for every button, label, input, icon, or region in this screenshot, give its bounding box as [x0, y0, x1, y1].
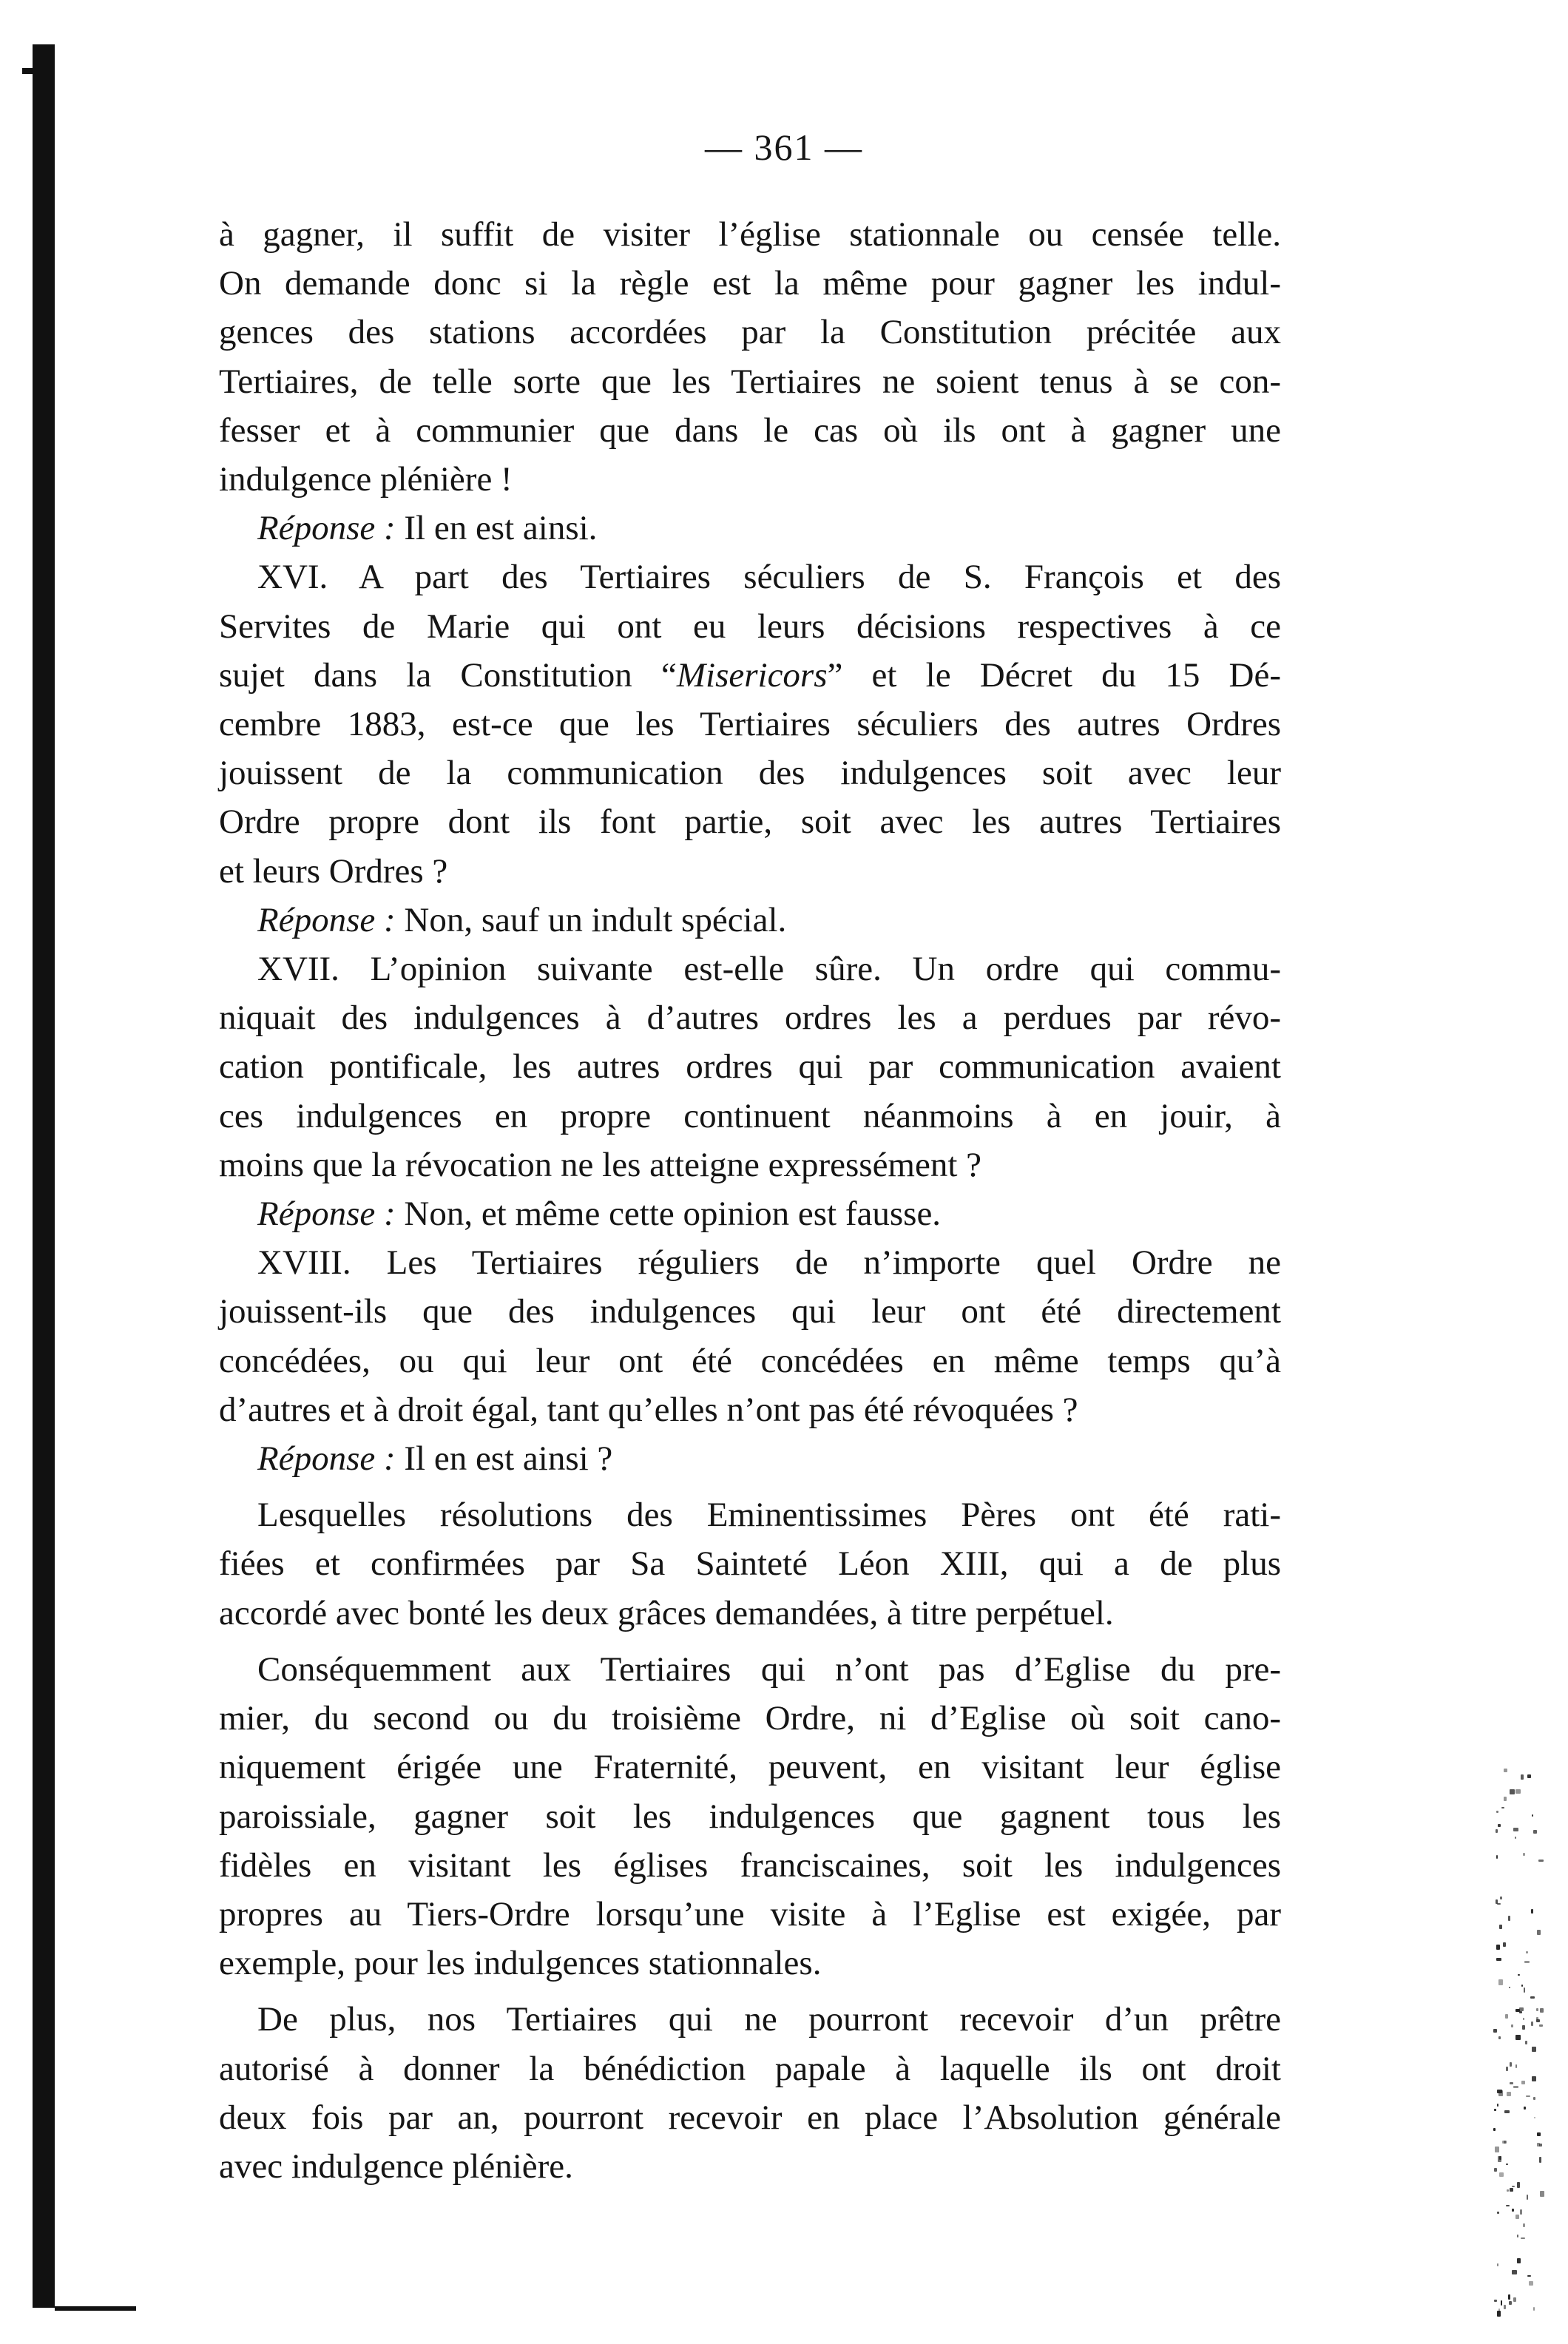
resolution-paragraph: [219, 1490, 1281, 1638]
scan-noise-dot: [1515, 2215, 1519, 2219]
scan-noise-dot: [1495, 2147, 1499, 2152]
scan-noise-dot: [1512, 2270, 1516, 2274]
text-line: XVIII. Les Tertiaires réguliers de n’importe quel Ordre ne: [257, 1243, 1281, 1283]
scan-noise-dot: [1504, 2141, 1506, 2144]
scan-noise-dot: [1531, 1909, 1533, 1914]
scan-noise-dot: [1531, 2022, 1533, 2026]
scan-noise-dot: [1522, 2025, 1525, 2030]
text-line: Servites de Marie qui ont eu leurs décisions respectives à ce: [219, 607, 1281, 646]
answer-text: Non, et même cette opinion est fausse.: [404, 1195, 942, 1234]
scan-noise-dot: [1515, 2035, 1521, 2039]
scan-noise-dot: [1510, 2062, 1512, 2067]
scan-noise-dot: [1533, 1830, 1538, 1834]
scan-noise-dot: [1530, 1996, 1534, 1999]
binding-edge: [33, 44, 55, 2308]
text-line: propres au Tiers-Ordre lorsqu’une visite à l’Eglise est exigée, par: [219, 1894, 1281, 1933]
text-fragment: ” et le Décret du 15 Dé-: [827, 655, 1281, 695]
answer: [219, 896, 1281, 945]
scan-noise-dot: [1505, 2014, 1507, 2019]
scan-noise-dot: [1498, 1824, 1501, 1827]
scan-noise-dot: [1497, 2104, 1499, 2107]
scan-noise-dot: [1527, 2195, 1529, 2200]
text-line: accordé avec bonté les deux grâces demandées, à titre perpétuel.: [219, 1593, 1114, 1632]
scan-noise-dot: [1496, 1855, 1498, 1859]
scan-noise-dot: [1513, 1828, 1518, 1831]
scan-noise-dot: [1532, 2047, 1536, 2052]
scan-noise-dot: [1512, 2209, 1514, 2212]
constitution-title: Misericors: [676, 655, 828, 695]
scan-noise-dot: [1526, 1951, 1528, 1953]
scan-noise-dot: [1515, 2009, 1520, 2012]
text-line: gences des stations accordées par la Constitution précitée aux: [219, 313, 1281, 352]
text-line: niquait des indulgences à d’autres ordres les a perdues par révo-: [219, 999, 1281, 1038]
scan-noise-dot: [1504, 2110, 1510, 2112]
text-line: moins que la révocation ne les atteigne expressément ?: [219, 1145, 982, 1184]
scan-noise-dot: [1507, 2092, 1511, 2096]
scan-noise-dot: [1521, 1985, 1523, 1987]
scan-noise-dot: [1526, 2095, 1530, 2097]
binding-edge-mark: [22, 68, 38, 74]
scan-noise-dot: [1520, 2209, 1522, 2215]
answer-label: Réponse :: [257, 900, 396, 939]
scan-noise-dot: [1498, 2036, 1501, 2040]
scan-noise-dot: [1499, 1925, 1501, 1929]
binding-edge-foot: [55, 2306, 136, 2311]
scan-noise-dot: [1540, 2191, 1544, 2197]
scan-noise-dot: [1529, 2281, 1532, 2285]
text-line: On demande donc si la règle est la même pour gagner les indul-: [219, 264, 1281, 303]
scan-noise-dot: [1540, 2008, 1544, 2013]
scan-noise-dot: [1524, 2107, 1527, 2110]
question-xvii: [219, 945, 1281, 1189]
scan-noise-dot: [1523, 1853, 1524, 1856]
scan-noise-dot: [1507, 2189, 1509, 2192]
scan-noise-dot: [1509, 2301, 1512, 2305]
scan-noise-dot: [1521, 2237, 1526, 2239]
text-line: concédées, ou qui leur ont été concédées en même temps qu’à: [219, 1341, 1281, 1380]
scan-noise: [1493, 1760, 1544, 2323]
scan-noise-dot: [1536, 2019, 1540, 2022]
scan-noise-dot: [1508, 1916, 1510, 1922]
scan-noise-dot: [1524, 1961, 1529, 1963]
scan-noise-dot: [1527, 2275, 1531, 2277]
scan-noise-dot: [1515, 1789, 1521, 1794]
question-xviii: [219, 1238, 1281, 1434]
scan-noise-dot: [1515, 1837, 1516, 1838]
scan-noise-dot: [1532, 2076, 1536, 2081]
text-line: De plus, nos Tertiaires qui ne pourront recevoir d’un prêtre: [257, 2000, 1281, 2039]
scan-noise-dot: [1513, 2297, 1517, 2302]
answer-label: Réponse :: [257, 1439, 396, 1479]
text-line: [219, 651, 1281, 700]
scan-noise-dot: [1509, 1987, 1510, 1988]
scan-noise-dot: [1511, 2024, 1513, 2027]
scan-noise-dot: [1537, 1930, 1541, 1935]
scan-noise-dot: [1523, 2223, 1525, 2227]
scan-noise-dot: [1500, 1897, 1502, 1899]
text-line: Conséquemment aux Tertiaires qui n’ont pas d’Eglise du pre-: [257, 1649, 1281, 1689]
scan-noise-dot: [1539, 2157, 1542, 2162]
scan-noise-dot: [1537, 2143, 1540, 2147]
text-line: deux fois par an, pourront recevoir en place l’Absolution générale: [219, 2098, 1281, 2137]
scan-noise-dot: [1521, 2081, 1525, 2084]
answer: [219, 1434, 1281, 1483]
text-line: fesser et à communier que dans le cas où ils ont à gagner une: [219, 411, 1281, 450]
scan-noise-dot: [1521, 1774, 1524, 1780]
scan-noise-dot: [1497, 2263, 1499, 2267]
answer-text: Il en est ainsi.: [404, 509, 598, 548]
text-line: Tertiaires, de telle sorte que les Tertiaires ne soient tenus à se con-: [219, 362, 1281, 401]
answer: [219, 1189, 1281, 1238]
scan-noise-dot: [1494, 2168, 1497, 2172]
scan-noise-dot: [1510, 1789, 1515, 1794]
scan-noise-dot: [1503, 1942, 1506, 1947]
scan-noise-dot: [1533, 2307, 1535, 2311]
answer-text: Il en est ainsi ?: [404, 1439, 613, 1479]
scan-noise-dot: [1504, 2305, 1506, 2309]
scan-noise-dot: [1538, 1860, 1544, 1862]
text-line: paroissiale, gagner soit les indulgences que gagnent tous les: [219, 1797, 1281, 1836]
scan-noise-dot: [1494, 2300, 1497, 2302]
text-line: fiées et confirmées par Sa Sainteté Léon XIII, qui a de plus: [219, 1544, 1281, 1584]
scan-noise-dot: [1533, 2097, 1535, 2100]
text-line: Lesquelles résolutions des Eminentissimes Pères ont été rati-: [257, 1496, 1281, 1535]
scan-noise-dot: [1510, 2082, 1513, 2084]
text-line: XVII. L’opinion suivante est-elle sûre. Un ordre qui commu-: [257, 950, 1281, 989]
scan-noise-dot: [1517, 2235, 1518, 2237]
scan-noise-dot: [1498, 1979, 1503, 1985]
scan-noise-dot: [1537, 2132, 1541, 2136]
text-line: exemple, pour les indulgences stationnales.: [219, 1944, 822, 1983]
question-xvi: [219, 553, 1281, 895]
text-line: indulgence plénière !: [219, 460, 513, 499]
scan-noise-dot: [1506, 2164, 1509, 2165]
scan-noise-dot: [1496, 1945, 1500, 1950]
page-number: — 361 —: [705, 126, 863, 168]
text-line: jouissent-ils que des indulgences qui leur ont été directement: [219, 1292, 1281, 1331]
text-line: et leurs Ordres ?: [219, 851, 448, 891]
scan-noise-dot: [1493, 2029, 1498, 2033]
scan-noise-dot: [1497, 2212, 1499, 2214]
scan-noise-dot: [1523, 2018, 1524, 2020]
scan-noise-dot: [1501, 2300, 1502, 2306]
body-text: [219, 210, 1281, 2191]
answer-text: Non, sauf un indult spécial.: [404, 900, 787, 939]
scan-noise-dot: [1524, 1987, 1526, 1993]
text-line: autorisé à donner la bénédiction papale à laquelle ils ont droit: [219, 2049, 1281, 2088]
scan-noise-dot: [1513, 2086, 1518, 2088]
scan-noise-dot: [1536, 2008, 1539, 2010]
text-line: avec indulgence plénière.: [219, 2147, 573, 2186]
answer: [219, 504, 1281, 553]
text-line: mier, du second ou du troisième Ordre, ni d’Eglise où soit cano-: [219, 1699, 1281, 1738]
scan-noise-dot: [1496, 1829, 1498, 1833]
scan-noise-dot: [1499, 2172, 1504, 2177]
scan-noise-dot: [1517, 2182, 1520, 2187]
scan-noise-dot: [1525, 2041, 1527, 2044]
scan-noise-dot: [1510, 2188, 1514, 2192]
text-line: XVI. A part des Tertiaires séculiers de S. François et des: [257, 558, 1281, 597]
paragraph: [219, 210, 1281, 504]
scan-noise-dot: [1518, 1974, 1520, 1976]
scan-noise-dot: [1501, 1807, 1504, 1808]
final-paragraph: [219, 1995, 1281, 2191]
text-line: jouissent de la communication des indulgences soit avec leur: [219, 754, 1281, 793]
scan-noise-dot: [1493, 2128, 1496, 2131]
scan-noise-dot: [1504, 1769, 1507, 1773]
scan-noise-dot: [1506, 2067, 1507, 2072]
text-line: cembre 1883, est-ce que les Tertiaires séculiers des autres Ordres: [219, 705, 1281, 744]
text-line: cation pontificale, les autres ordres qui par communication avaient: [219, 1047, 1281, 1087]
scan-noise-dot: [1515, 2064, 1518, 2068]
text-line: Ordre propre dont ils font partie, soit avec les autres Tertiaires: [219, 803, 1281, 842]
scan-noise-dot: [1532, 1814, 1534, 1817]
scan-noise-dot: [1527, 1774, 1531, 1779]
text-line: d’autres et à droit égal, tant qu’elles n’ont pas été révoquées ?: [219, 1390, 1078, 1429]
scan-noise-dot: [1496, 1811, 1498, 1813]
text-fragment: sujet dans la Constitution “: [219, 655, 677, 695]
scan-noise-dot: [1539, 2024, 1544, 2027]
answer-label: Réponse :: [257, 1195, 396, 1234]
scan-noise-dot: [1508, 2294, 1511, 2300]
scan-noise-dot: [1534, 2117, 1535, 2119]
scan-noise-dot: [1496, 1958, 1501, 1960]
scan-noise-dot: [1498, 2090, 1503, 2095]
scan-noise-dot: [1504, 1797, 1506, 1802]
scan-noise-dot: [1496, 1899, 1498, 1904]
scan-noise-dot: [1494, 2109, 1496, 2112]
scan-noise-dot: [1506, 2205, 1510, 2207]
text-line: fidèles en visitant les églises franciscaines, soit les indulgences: [219, 1845, 1281, 1885]
text-line: ces indulgences en propre continuent néanmoins à en jouir, à: [219, 1096, 1281, 1135]
consequence-paragraph: [219, 1645, 1281, 1987]
scan-noise-dot: [1517, 2258, 1521, 2263]
scan-noise-dot: [1498, 2156, 1502, 2162]
text-line: niquement érigée une Fraternité, peuvent, en visitant leur église: [219, 1748, 1281, 1787]
text-line: à gagner, il suffit de visiter l’église stationnale ou censée telle.: [219, 215, 1281, 254]
answer-label: Réponse :: [257, 509, 396, 548]
